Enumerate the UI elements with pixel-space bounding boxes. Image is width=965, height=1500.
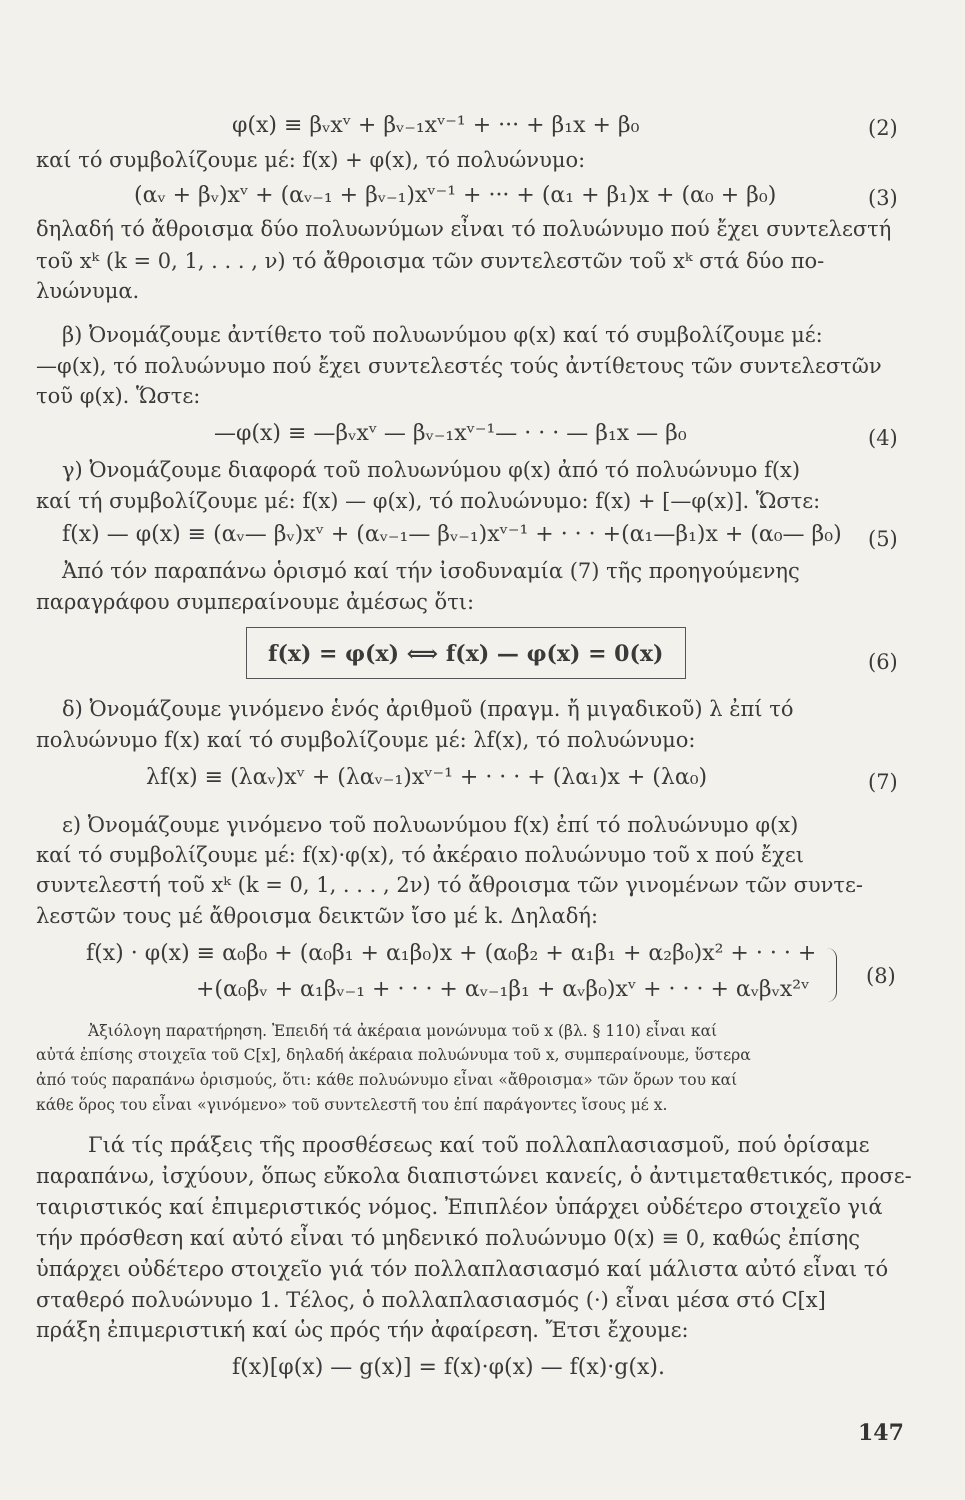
text-line: ὑπάρχει οὐδέτερο στοιχεῖο γιά τόν πολλαπλασιασμό καί μάλιστα αὐτό εἶναι τό xyxy=(36,1257,889,1281)
equation-4: —φ(x) ≡ —βᵥxᵛ — βᵥ₋₁xᵛ⁻¹— · · · — β₁x — β₀ xyxy=(214,421,687,446)
right-brace xyxy=(822,948,837,1002)
equation-2: φ(x) ≡ βᵥxᵛ + βᵥ₋₁xᵛ⁻¹ + ··· + β₁x + β₀ xyxy=(232,113,640,138)
text-line: τοῦ φ(x). Ὥστε: xyxy=(36,384,201,408)
text-line: λεστῶν τους μέ ἄθροισμα δεικτῶν ἴσο μέ k. Δηλαδή: xyxy=(36,904,599,928)
note-line: Ἀξιόλογη παρατήρηση. Ἐπειδή τά ἀκέραια μονώνυμα τοῦ x (βλ. § 110) εἶναι καί xyxy=(88,1022,718,1040)
note-line: ἀπό τούς παραπάνω ὁρισμούς, ὅτι: κάθε πολυώνυμο εἶναι «ἄθροισμα» τῶν ὅρων του καί xyxy=(36,1071,738,1089)
equation-number-5: (5) xyxy=(868,527,898,551)
text-line: γ) Ὀνομάζουμε διαφορά τοῦ πολυωνύμου φ(x) ἀπό τό πολυώνυμο f(x) xyxy=(62,458,801,482)
text-line: πράξη ἐπιμεριστική καί ὡς πρός τήν ἀφαίρεση. Ἔτσι ἔχουμε: xyxy=(36,1318,689,1342)
text-line: Ἀπό τόν παραπάνω ὁρισμό καί τήν ἰσοδυναμία (7) τῆς προηγούμενης xyxy=(62,559,800,583)
note-line: αὐτά ἐπίσης στοιχεῖα τοῦ C[x], δηλαδή ἀκέραια πολυώνυμα τοῦ x, συμπεραίνουμε, ὕστερα xyxy=(36,1046,751,1064)
equation-number-3: (3) xyxy=(868,186,898,210)
text-line: παραγράφου συμπεραίνουμε ἀμέσως ὅτι: xyxy=(36,590,475,614)
equation-number-2: (2) xyxy=(868,116,898,140)
equation-3: (αᵥ + βᵥ)xᵛ + (αᵥ₋₁ + βᵥ₋₁)xᵛ⁻¹ + ··· + (α₁ + β₁)x + (α₀ + β₀) xyxy=(134,183,777,208)
text-line: β) Ὀνομάζουμε ἀντίθετο τοῦ πολυωνύμου φ(x) καί τό συμβολίζουμε μέ: xyxy=(62,323,823,347)
text-line: συντελεστή τοῦ xᵏ (k = 0, 1, . . . , 2ν) τό ἄθροισμα τῶν γινομένων τῶν συντε- xyxy=(36,873,864,897)
text-line: ε) Ὀνομάζουμε γινόμενο τοῦ πολυωνύμου f(x) ἐπί τό πολυώνυμο φ(x) xyxy=(62,813,799,837)
equation-number-7: (7) xyxy=(868,770,898,794)
text-line: ταιριστικός καί ἐπιμεριστικός νόμος. Ἐπιπλέον ὑπάρχει οὐδέτερο στοιχεῖο γιά xyxy=(36,1195,883,1219)
text-line: Γιά τίς πράξεις τῆς προσθέσεως καί τοῦ πολλαπλασιασμοῦ, πού ὁρίσαμε xyxy=(88,1133,870,1157)
equation-number-8: (8) xyxy=(866,964,896,988)
text-line: καί τό συμβολίζουμε μέ: f(x) + φ(x), τό πολυώνυμο: xyxy=(36,148,586,172)
equation-number-6: (6) xyxy=(868,650,898,674)
equation-8-line-1: f(x) · φ(x) ≡ α₀β₀ + (α₀β₁ + α₁β₀)x + (α₀β₂ + α₁β₁ + α₂β₀)x² + · · · + xyxy=(86,941,817,966)
equation-7: λf(x) ≡ (λαᵥ)xᵛ + (λαᵥ₋₁)xᵛ⁻¹ + · · · + (λα₁)x + (λα₀) xyxy=(146,765,708,790)
text-line: τήν πρόσθεση καί αὐτό εἶναι τό μηδενικό πολυώνυμο 0(x) ≡ 0, καθώς ἐπίσης xyxy=(36,1226,860,1250)
equation-5: f(x) — φ(x) ≡ (αᵥ— βᵥ)xᵛ + (αᵥ₋₁— βᵥ₋₁)xᵛ⁻¹ + · · · +(α₁—β₁)x + (α₀— β₀) xyxy=(62,522,842,547)
text-line: πολυώνυμο f(x) καί τό συμβολίζουμε μέ: λf(x), τό πολυώνυμο: xyxy=(36,728,696,752)
text-line: λυώνυμα. xyxy=(36,279,140,303)
text-line: καί τό συμβολίζουμε μέ: f(x)·φ(x), τό ἀκέραιο πολυώνυμο τοῦ x πού ἔχει xyxy=(36,843,805,867)
text-line: καί τή συμβολίζουμε μέ: f(x) — φ(x), τό πολυώνυμο: f(x) + [—φ(x)]. Ὥστε: xyxy=(36,489,821,513)
equation-8-line-2: +(α₀βᵥ + α₁βᵥ₋₁ + · · · + αᵥ₋₁β₁ + αᵥβ₀)xᵛ + · · · + αᵥβᵥx²ᵛ xyxy=(196,977,810,1002)
text-line: δ) Ὀνομάζουμε γινόμενο ἑνός ἀριθμοῦ (πραγμ. ἤ μιγαδικοῦ) λ ἐπί τό xyxy=(62,697,794,721)
text-line: παραπάνω, ἰσχύουν, ὅπως εὔκολα διαπιστώνει κανείς, ὁ ἀντιμεταθετικός, προσε- xyxy=(36,1164,912,1188)
text-line: τοῦ xᵏ (k = 0, 1, . . . , ν) τό ἄθροισμα τῶν συντελεστῶν τοῦ xᵏ στά δύο πο- xyxy=(36,249,825,273)
note-line: κάθε ὅρος του εἶναι «γινόμενο» τοῦ συντελεστῆ του ἐπί παράγοντες ἴσους μέ x. xyxy=(36,1096,668,1114)
text-line: σταθερό πολυώνυμο 1. Τέλος, ὁ πολλαπλασιασμός (·) εἶναι μέσα στό C[x] xyxy=(36,1288,826,1312)
equation-final: f(x)[φ(x) — g(x)] = f(x)·φ(x) — f(x)·g(x). xyxy=(232,1355,665,1380)
text-line: δηλαδή τό ἄθροισμα δύο πολυωνύμων εἶναι τό πολυώνυμο πού ἔχει συντελεστή xyxy=(36,217,892,241)
page-number: 147 xyxy=(858,1420,904,1446)
text-line: —φ(x), τό πολυώνυμο πού ἔχει συντελεστές τούς ἀντίθετους τῶν συντελεστῶν xyxy=(36,354,882,378)
equation-number-4: (4) xyxy=(868,426,898,450)
equation-6: f(x) = φ(x) ⟺ f(x) — φ(x) = 0(x) xyxy=(268,641,664,667)
